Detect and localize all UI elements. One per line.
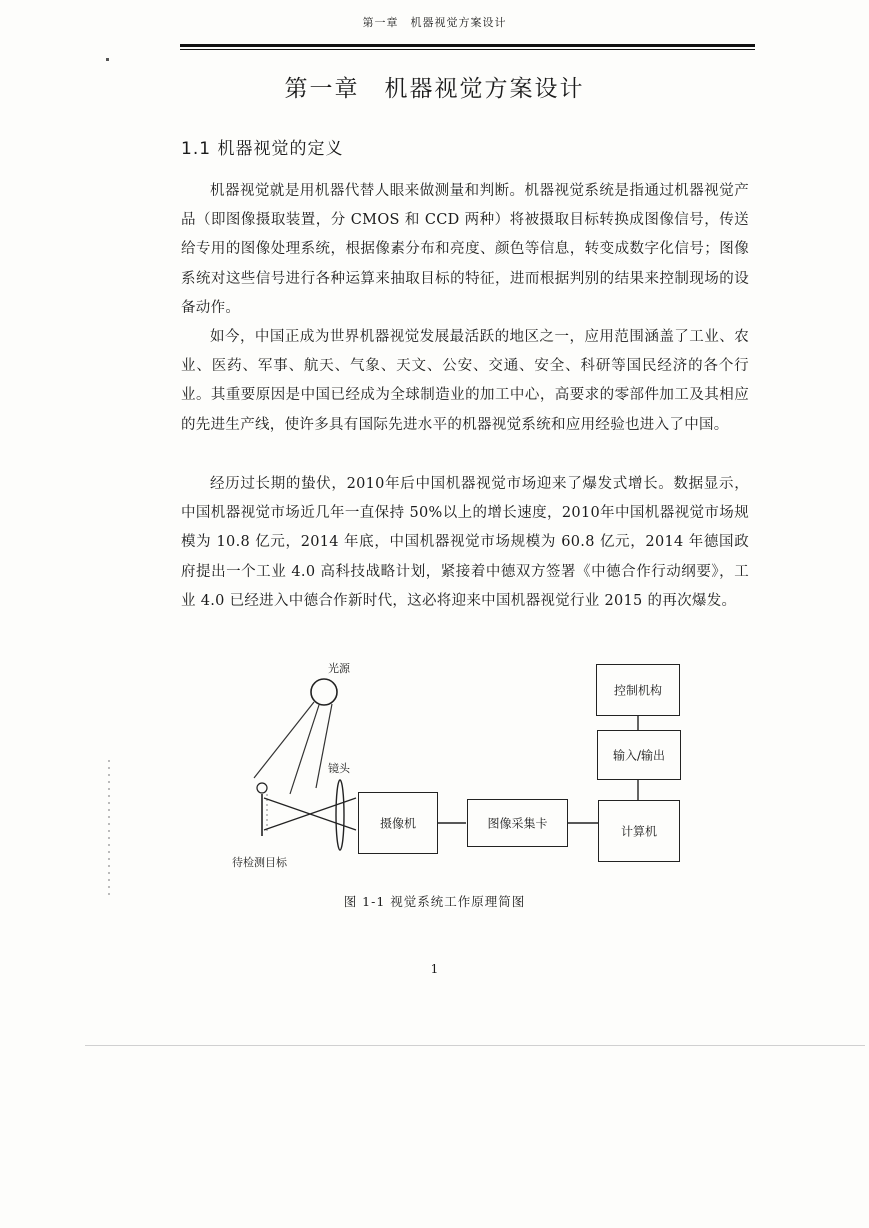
scan-artifact (108, 760, 110, 900)
control-box (596, 664, 680, 716)
header-rule-thick (180, 44, 755, 47)
capture-card-label: 图像采集卡 (487, 816, 548, 831)
section-heading: 1.1 机器视觉的定义 (181, 139, 344, 159)
body-paragraph: 如今，中国正成为世界机器视觉发展最活跃的地区之一，应用范围涵盖了工业、农业、医药、军事、航天、气象、天文、公安、交通、安全、科研等国民经济的各个行业。其重要原因是中国已经成为全球制造业的加工中心，高要求的零部件加工及其相应的先进生产线，使许多具有国际先进水平的机器视觉系统和应用经验也进入了中国。 (181, 329, 749, 433)
scan-mark (106, 58, 109, 61)
chapter-title: 第一章 机器视觉方案设计 (284, 76, 585, 102)
camera-box (358, 792, 438, 854)
body-paragraph: 经历过长期的蛰伏，2010年后中国机器视觉市场迎来了爆发式增长。数据显示，中国机器视觉市场近几年一直保持 50%以上的增长速度，2010年中国机器视觉市场规模为 10.8 亿元，2014 年底，中国机器视觉市场规模为 60.8 亿元，2014 年德国政府提出一个工业 4.0 高科技战略计划，紧接着中德双方签署《中德合作行动纲要》，工业 4.0 已经进入中德合作新时代，这必将迎来中国机器视觉行业 2015 的再次爆发。 (181, 476, 749, 609)
capture-card-box (467, 799, 568, 847)
page-number: 1 (430, 962, 439, 976)
control-label: 控制机构 (613, 683, 662, 698)
io-label: 输入/输出 (612, 748, 666, 763)
io-box (597, 730, 681, 780)
target-object-icon (257, 783, 267, 793)
light-source-icon (311, 679, 337, 705)
figure-caption: 图 1-1 视觉系统工作原理简图 (343, 894, 526, 909)
vision-system-diagram (232, 658, 700, 874)
lens-label: 镜头 (328, 762, 350, 775)
computer-label: 计算机 (620, 824, 657, 839)
body-paragraph: 机器视觉就是用机器代替人眼来做测量和判断。机器视觉系统是指通过机器视觉产品（即图像摄取装置，分 CMOS 和 CCD 两种）将被摄取目标转换成图像信号，传送给专用的图像处理系统，根据像素分布和亮度、颜色等信息，转变成数字化信号；图像系统对这些信号进行各种运算来抽取目标的特征，进而根据判别的结果来控制现场的设备动作。 (181, 183, 749, 316)
computer-box (598, 800, 680, 862)
lens-icon (336, 780, 344, 850)
running-head: 第一章 机器视觉方案设计 (362, 16, 507, 29)
light-source-label: 光源 (328, 662, 350, 675)
target-label: 待检测目标 (232, 856, 287, 869)
camera-label: 摄像机 (379, 816, 416, 831)
scan-edge-line (85, 1045, 865, 1046)
header-rule-thin (180, 49, 755, 50)
